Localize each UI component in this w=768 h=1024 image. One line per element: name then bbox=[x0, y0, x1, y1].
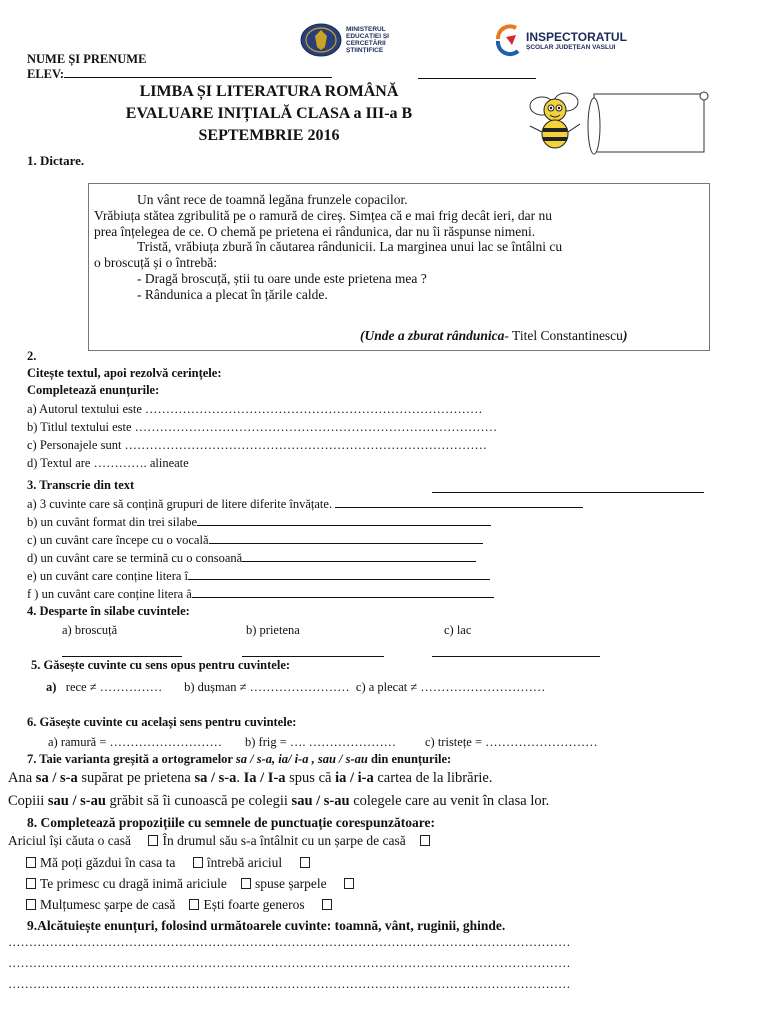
punct-box bbox=[26, 899, 36, 910]
name-label: NUME ȘI PRENUME bbox=[27, 52, 147, 66]
s8-line-2: Mă poți găzdui în casa ta întrebă ariciul bbox=[22, 855, 314, 871]
elev-label: ELEV: bbox=[27, 66, 332, 82]
punct-box bbox=[189, 899, 199, 910]
title-line-2: EVALUARE INIȚIALĂ CLASA a III-a B bbox=[125, 105, 413, 122]
bee-mascot-icon bbox=[522, 84, 588, 161]
inspectorate-logo-icon bbox=[494, 23, 524, 62]
s9-dots-1: ……………………………………………………………………………………………………………………… bbox=[8, 935, 571, 949]
s7-sentence-2: Copiii sau / s-au grăbit să îi cunoască pe colegii sau / s-au colegele care au venit în clasa lor. bbox=[8, 793, 550, 809]
s2-subtitle: Completează enunțurile: bbox=[27, 383, 160, 397]
dictation-source: (Unde a zburat rândunica- Titel Constantinescu) bbox=[360, 328, 628, 343]
punct-box bbox=[193, 857, 203, 868]
s2-item-c: c) Personajele sunt …………………………………………………………………………… bbox=[27, 438, 488, 452]
title-line-3: SEPTEMBRIE 2016 bbox=[198, 127, 340, 144]
s8-line-4: Mulțumesc șarpe de casă Ești foarte generos bbox=[22, 897, 336, 913]
s3-item-a: a) 3 cuvinte care să conțină grupuri de litere diferite învățate. bbox=[27, 496, 583, 512]
s6-item-a: a) ramură = ……………………… bbox=[48, 735, 223, 749]
scroll-frame bbox=[584, 88, 712, 165]
punct-box bbox=[322, 899, 332, 910]
ministry-text: MINISTERUL EDUCAȚIEI ȘI CERCETĂRII ȘTIINȚIFICE bbox=[346, 26, 389, 54]
inspectorate-title: INSPECTORATUL bbox=[526, 30, 627, 44]
s2-item-d: d) Textul are …………. alineate bbox=[27, 456, 189, 470]
punct-box bbox=[26, 878, 36, 889]
s3-item-c: c) un cuvânt care începe cu o vocală bbox=[27, 532, 483, 548]
s1-title: 1. Dictare. bbox=[27, 153, 85, 168]
s4-item-a: a) broscuță bbox=[62, 623, 118, 637]
s4-item-c: c) lac bbox=[444, 623, 472, 637]
s3-item-f: f ) un cuvânt care conține litera â bbox=[27, 586, 494, 602]
s2-item-a: a) Autorul textului este ……………………………………………………………………… bbox=[27, 402, 483, 416]
s8-line-3: Te primesc cu dragă inimă ariciule spuse șarpele bbox=[22, 876, 358, 892]
s9-dots-2: ……………………………………………………………………………………………………………………… bbox=[8, 956, 571, 970]
s6-item-b: b) frig = …. ………………… bbox=[245, 735, 397, 749]
s2-number: 2. bbox=[27, 349, 37, 363]
punct-box bbox=[148, 835, 158, 846]
inspectorate-subtitle: ȘCOLAR JUDEȚEAN VASLUI bbox=[526, 44, 616, 51]
punct-box bbox=[241, 878, 251, 889]
s8-line-1: Ariciul își căuta o casă În drumul său s-a întâlnit cu un șarpe de casă bbox=[8, 833, 434, 849]
punct-box bbox=[344, 878, 354, 889]
s3-item-e: e) un cuvânt care conține litera î bbox=[27, 568, 490, 584]
punct-box bbox=[420, 835, 430, 846]
s4-item-b: b) prietena bbox=[246, 623, 300, 637]
s4-line-c bbox=[432, 644, 600, 662]
title-line-1: LIMBA ȘI LITERATURA ROMÂNĂ bbox=[139, 83, 399, 100]
s3-item-d: d) un cuvânt care se termină cu o consoană bbox=[27, 550, 476, 566]
s7-sentence-1: Ana sa / s-a supărat pe prietena sa / s-a. Ia / I-a spus că ia / i-a cartea de la librărie. bbox=[8, 770, 493, 786]
right-name-line bbox=[418, 66, 536, 84]
punct-box bbox=[300, 857, 310, 868]
dictation-text: Un vânt rece de toamnă legăna frunzele copacilor. Vrăbiuța stătea zgribulită pe o ramură de cireș. Simțea că e mai frig decât ieri, dar nu prea înțelegea de ce. O chemă pe prietena ei rândunica, dar nu îi răspunse nimeni. Tristă, vrăbiuța zbură în căutarea rândunicii. La marginea unui lac se întâlni cu o broscuță și o întrebă: - Dragă broscuță, știi tu oare unde este prietena mea ? - Rândunica a plecat în țările calde. bbox=[94, 192, 563, 302]
s8-title: 8. Completează propozițiile cu semnele de punctuație corespunzătoare: bbox=[27, 815, 435, 830]
s2-instructions: Citește textul, apoi rezolvă cerințele: bbox=[27, 366, 222, 380]
s4-title: 4. Desparte în silabe cuvintele: bbox=[27, 604, 190, 618]
s5-items: a) rece ≠ …………… b) dușman ≠ …………………… c) a plecat ≠ ………………………… bbox=[46, 680, 546, 694]
s7-title: 7. Taie varianta greșită a ortogramelor sa / s-a, ia/ i-a , sau / s-au din enunțurile: bbox=[27, 752, 452, 766]
s3-item-b: b) un cuvânt format din trei silabe bbox=[27, 514, 491, 530]
s5-title: 5. Găsește cuvinte cu sens opus pentru cuvintele: bbox=[31, 658, 291, 672]
s2-item-b: b) Titlul textului este …………………………………………………………………………… bbox=[27, 420, 498, 434]
punct-box bbox=[26, 857, 36, 868]
s3-title: 3. Transcrie din text bbox=[27, 478, 135, 492]
s6-title: 6. Găsește cuvinte cu același sens pentru cuvintele: bbox=[27, 715, 297, 729]
ministry-seal-icon bbox=[300, 23, 342, 62]
s6-item-c: c) tristețe = ……………………… bbox=[425, 735, 598, 749]
s9-dots-3: ……………………………………………………………………………………………………………………… bbox=[8, 977, 571, 991]
s9-title: 9.Alcătuiește enunțuri, folosind următoarele cuvinte: toamnă, vânt, ruginii, ghinde. bbox=[27, 918, 506, 933]
